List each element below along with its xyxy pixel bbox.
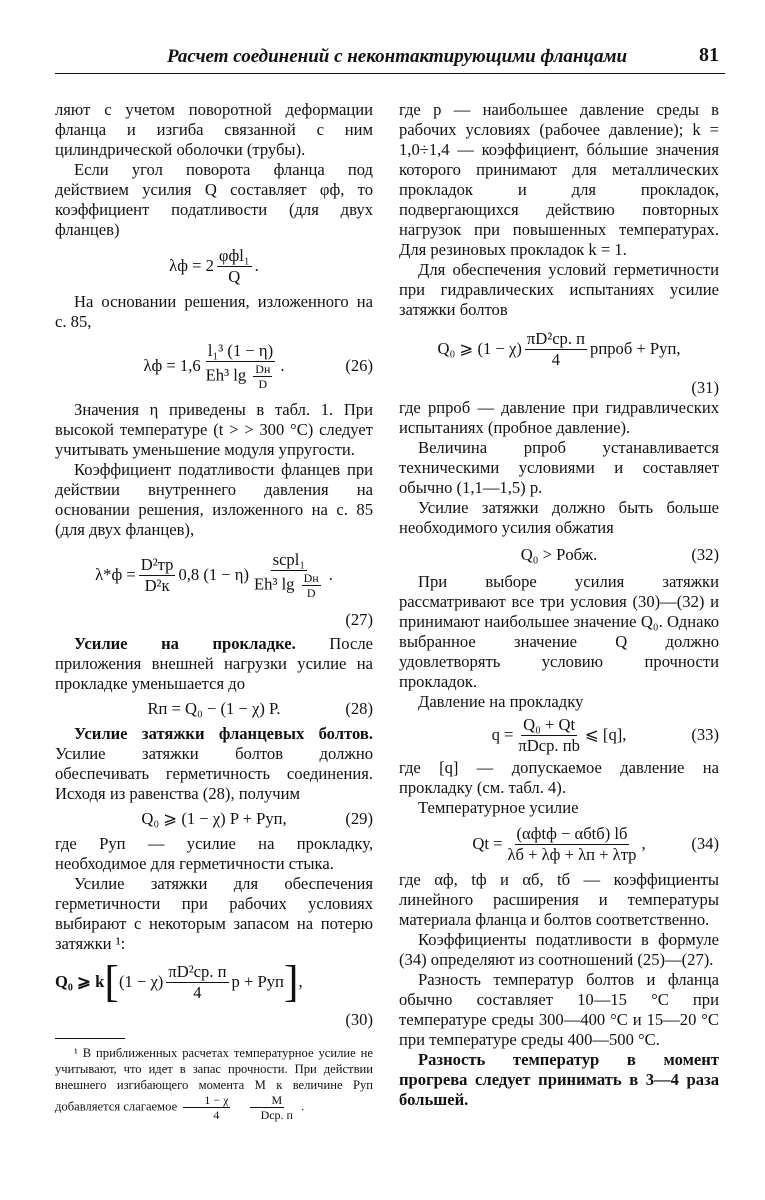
eq-lhs: Qt = [472, 834, 503, 853]
eq-denominator [252, 571, 326, 600]
equation-number: (26) [345, 356, 373, 375]
eq-tail: . [328, 565, 333, 584]
paragraph: Значения η приведены в табл. 1. При высокой температуре (t > > 300 °С) следует учитывать уменьшение модуля упругости. [55, 400, 373, 459]
equation-number: (32) [691, 545, 719, 564]
eq-denominator: 4 [213, 1108, 220, 1122]
eq-lhs: λф = 1,6 [143, 356, 201, 375]
eq-rhs: ⩽ [q], [584, 725, 627, 744]
equation-number: (28) [345, 699, 373, 718]
eq-denominator: 4 [193, 982, 202, 1002]
equation-32 [399, 538, 719, 572]
paragraph: где pпроб — давление при гидравлических испытаниях (пробное давление). [399, 398, 719, 437]
paragraph: где Pуп — усилие на прокладку, необходимое для герметичности стыка. [55, 834, 373, 873]
eq-tail: . [254, 256, 259, 275]
eq-lhs: q = [491, 725, 514, 744]
eq-numerator: 1 − χ [183, 1093, 230, 1108]
eq-fraction [217, 246, 252, 287]
eq-lhs: λ*ф = [95, 565, 136, 584]
paragraph: Если угол поворота фланца под действием усилия Q составляет φф, то коэффициент податливости (для двух фланцев) [55, 160, 373, 239]
paragraph: Для обеспечения условий герметичности при гидравлических испытаниях усилие затяжки болтов [399, 260, 719, 319]
equation-number: (34) [691, 834, 719, 853]
footnote-rule [55, 1038, 125, 1039]
paragraph: где αф, tф и αб, tб — коэффициенты линейного расширения и температуры материала фланца и болтов соответственно. [399, 870, 719, 929]
eq-inner-den: D [306, 586, 316, 600]
footnote-fraction [240, 1093, 295, 1122]
eq-expression: Rп = Q₀ − (1 − χ) P. [147, 699, 281, 718]
eq-term: p + Pуп [231, 972, 284, 991]
eq-denominator: Dср. п [260, 1108, 293, 1122]
eq-inner-num: Dн [255, 362, 271, 376]
eq-denominator: D²к [144, 575, 170, 595]
eq-denominator: πDср. пb [518, 735, 580, 755]
paragraph: где p — наибольшее давление среды в рабочих условиях (рабочее давление); k = 1,0÷1,4 — коэффициент, бóльшие значения которого принимают для металлических прокладок и для прокладок, подвергающихся действию повторных нагрузок при повышенных температурах. Для резиновых прокладок k = 1. [399, 100, 719, 259]
equation-30 [55, 954, 373, 1010]
equation-number: (29) [345, 809, 373, 828]
eq-numerator: Q₀ + Qt [523, 714, 576, 734]
eq-denominator [204, 362, 278, 391]
eq-fraction [204, 341, 278, 391]
equation-number: (31) [691, 378, 719, 397]
eq-inner-num: Dн [303, 571, 319, 585]
eq-inner-fraction [302, 571, 321, 600]
footnote [55, 1045, 373, 1122]
running-header [55, 42, 725, 78]
eq-fraction [139, 555, 176, 596]
eq-fraction [252, 550, 326, 600]
paragraph: Температурное усилие [418, 798, 579, 817]
running-title: Расчет соединений с неконтактирующими фланцами [167, 46, 628, 67]
equation-lambda-phi [55, 240, 373, 292]
paragraph: Давление на прокладку [418, 692, 584, 711]
run-in-heading: Усилие на прокладке. [74, 634, 296, 653]
paragraph: Величина pпроб устанавливается техническими условиями и составляет обычно (1,1—1,5) p. [399, 438, 719, 497]
equation-26 [55, 332, 373, 400]
equation-28 [55, 694, 373, 724]
equation-34 [399, 818, 719, 870]
eq-denominator: 4 [551, 349, 561, 369]
eq-mid: 0,8 (1 − η) [178, 565, 250, 584]
equation-31 [399, 320, 719, 378]
eq-numerator: πD²ср. п [168, 961, 227, 981]
paragraph: Разность температур в момент прогрева следует принимать в 3—4 раза большей. [399, 1050, 719, 1109]
footnote-fraction [183, 1093, 230, 1122]
footnote-tail: . [301, 1099, 305, 1114]
paragraph: где [q] — допускаемое давление на прокладку (см. табл. 4). [399, 758, 719, 797]
eq-fraction [505, 824, 638, 865]
eq-lhs: Q₀ ⩾ k [55, 972, 105, 991]
eq-inner-fraction [253, 362, 272, 391]
paragraph: Усилие затяжки должно быть больше необходимого усилия обжатия [399, 498, 719, 537]
eq-fraction [166, 962, 228, 1003]
equation-number: (30) [345, 1010, 373, 1029]
eq-numerator: M [250, 1093, 284, 1108]
eq-fraction [525, 329, 587, 370]
eq-numerator: D²тр [140, 554, 174, 574]
eq-rhs: pпроб + Pуп, [590, 339, 681, 358]
eq-numerator: sсрl₁ [272, 550, 306, 569]
equation-33 [399, 712, 719, 758]
right-column [399, 100, 719, 1110]
eq-numerator: l₁³ (1 − η) [207, 341, 274, 360]
equation-29 [55, 804, 373, 834]
eq-den-text: Eh³ lg [254, 574, 295, 594]
eq-expression: Q₀ > Pобж. [520, 545, 598, 564]
paragraph: Усилие затяжки для обеспечения герметичности при рабочих условиях выбирают с некоторым запасом на потерю затяжки ¹: [55, 874, 373, 953]
paragraph [55, 634, 373, 694]
run-in-heading: Усилие затяжки фланцевых болтов. [74, 724, 373, 743]
paragraph: Коэффициенты податливости в формуле (34) определяют из соотношений (25)—(27). [399, 930, 719, 969]
eq-tail: , [298, 972, 303, 991]
equation-number: (27) [345, 610, 373, 629]
eq-numerator: (αфtф − αбtб) lб [516, 823, 628, 843]
eq-inner-den: D [258, 377, 268, 391]
eq-numerator: πD²ср. п [526, 328, 586, 348]
header-rule [55, 73, 725, 74]
bracket-open: [ [104, 957, 119, 1006]
eq-denominator: λб + λф + λп + λтр [507, 844, 637, 864]
paragraph: На основании решения, изложенного на с. 85, [55, 292, 373, 331]
equation-number: (33) [691, 725, 719, 744]
paragraph: Разность температур болтов и фланца обычно составляет 10—15 °С при температуре среды 300—400 °С и 15—20 °С при температуре среды 400—500 °С. [399, 970, 719, 1049]
eq-tail: , [641, 834, 646, 853]
paragraph: ляют с учетом поворотной деформации фланца и изгиба связанной с ним цилиндрической оболочки (трубы). [55, 100, 373, 159]
eq-tail: . [280, 356, 285, 375]
eq-fraction [516, 715, 582, 756]
page-number: 81 [699, 44, 719, 66]
paragraph-text: После приложения внешней нагрузки усилие на прокладке уменьшается до [55, 634, 373, 693]
footnote-text: ¹ В приближенных расчетах температурное усилие не учитывают, что идет в запас прочности. При действии внешнего изгибающего момента M к величине Pуп добавляется слагаемое [55, 1046, 373, 1114]
bracket-close: ] [283, 957, 299, 1006]
paragraph: При выборе усилия затяжки рассматривают все три условия (30)—(32) и принимают наибольшее значение Q₀. Однако выбранное значение Q должно удовлетворять условию прочности прокладок. [399, 572, 719, 691]
eq-factor: (1 − χ) [118, 972, 164, 991]
paragraph: Коэффициент податливости фланцев при действии внутреннего давления на основании решения, изложенного на с. 85 (для двух фланцев), [55, 460, 373, 539]
eq-numerator: φфl₁ [218, 245, 250, 265]
eq-lhs: λф = 2 [169, 256, 214, 275]
equation-27 [55, 540, 373, 610]
left-column [55, 100, 373, 1122]
eq-expression: Q₀ ⩾ (1 − χ) P + Pуп, [141, 809, 287, 828]
paragraph-text: Усилие затяжки болтов должно обеспечивать герметичность соединения. Исходя из равенства (28), получим [55, 744, 373, 803]
eq-denominator: Q [228, 266, 241, 286]
eq-lhs: Q₀ ⩾ (1 − χ) [437, 339, 522, 358]
paragraph [55, 724, 373, 804]
eq-den-text: Eh³ lg [205, 365, 247, 385]
